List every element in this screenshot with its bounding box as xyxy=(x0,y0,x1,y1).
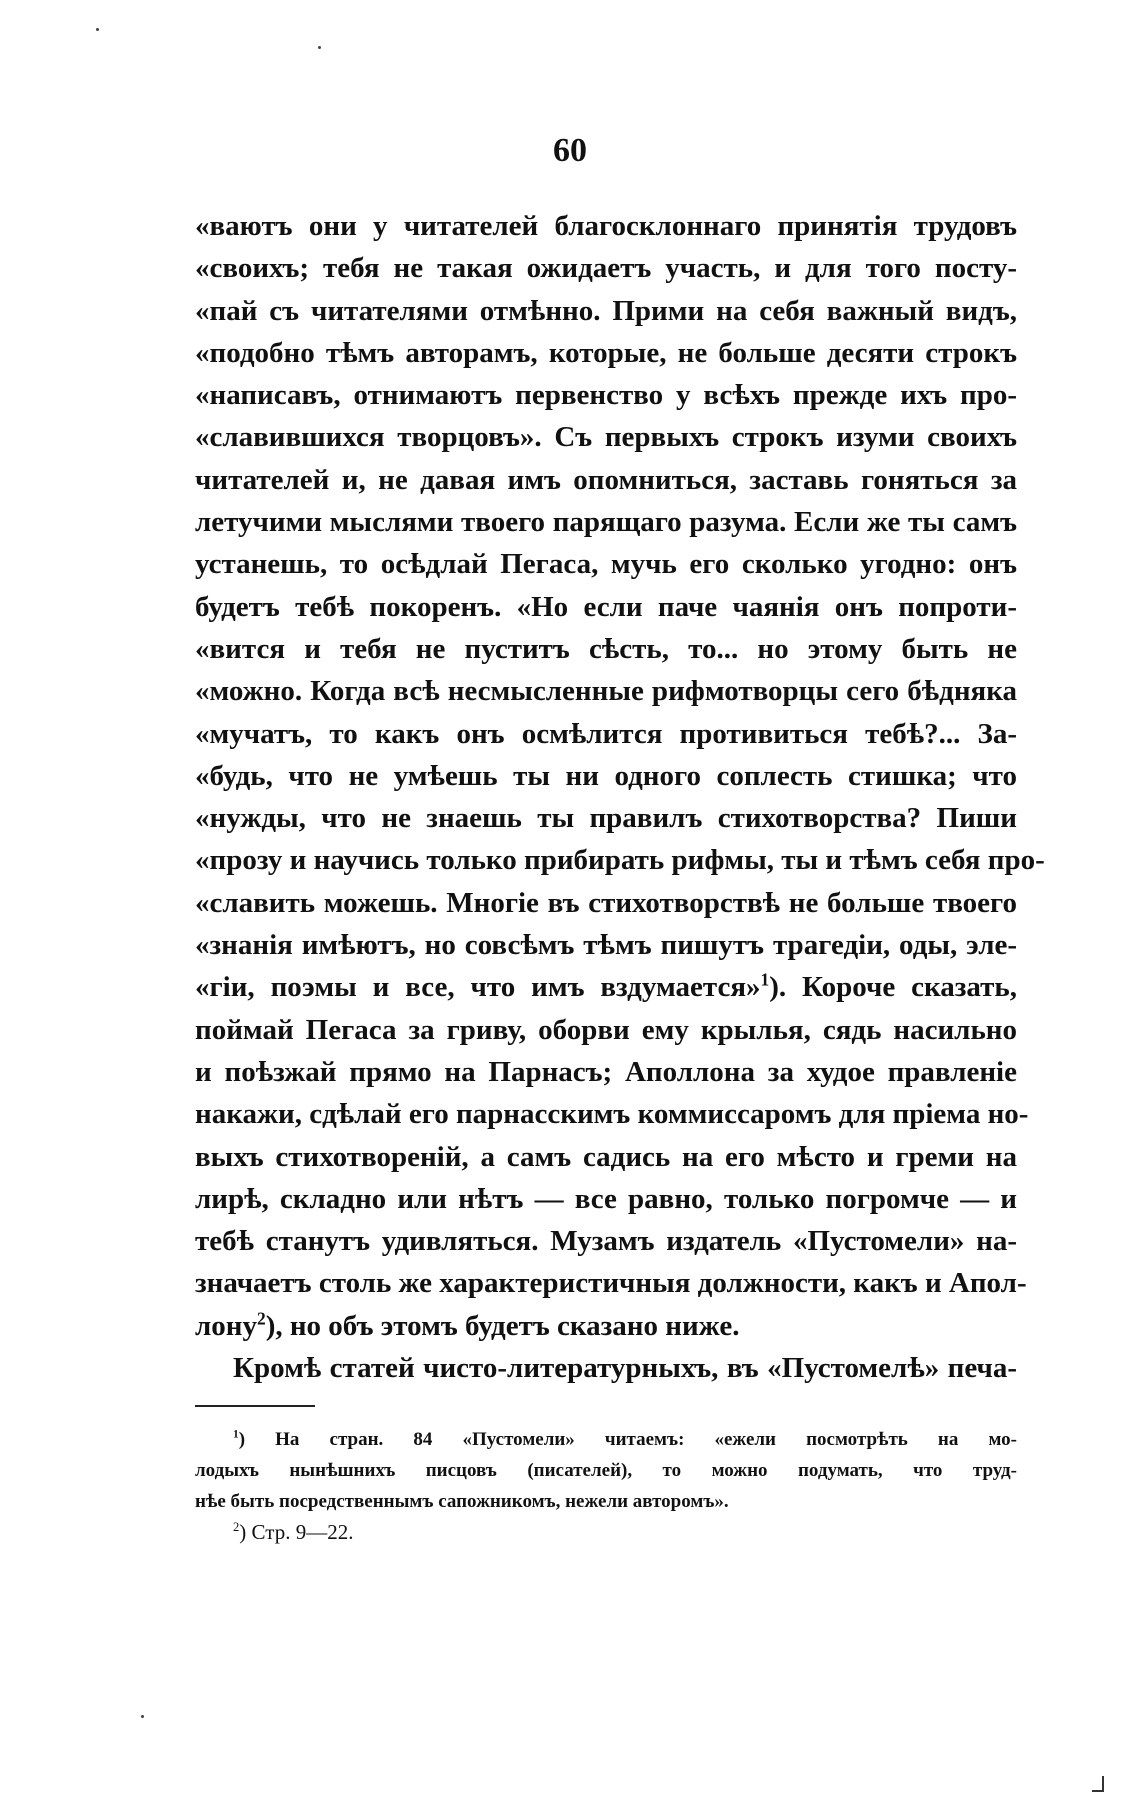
body-text xyxy=(195,205,1045,1389)
text-line: лирѣ, складно или нѣтъ — все равно, только погромче — и xyxy=(195,1182,1017,1215)
page-number: 60 xyxy=(553,132,587,169)
text-line-with-footnote-1 xyxy=(195,966,1017,1008)
text-line: летучими мыслями твоего парящаго разума. Если же ты самъ xyxy=(195,506,1017,539)
text-line: выхъ стихотвореній, а самъ садись на его мѣсто и греми на xyxy=(195,1140,1017,1173)
footnote-1-line: лодыхъ нынѣшнихъ писцовъ (писателей), то можно подумать, что труд- xyxy=(195,1460,1017,1481)
text-line: тебѣ станутъ удивляться. Музамъ издатель «Пустомели» на- xyxy=(195,1225,1017,1258)
text-line: «подобно тѣмъ авторамъ, которые, не больше десяти строкъ xyxy=(195,336,1017,369)
text-line: будетъ тебѣ покоренъ. «Но если паче чаянія онъ попроти- xyxy=(195,590,1017,623)
footnote-2-line xyxy=(195,1517,1017,1548)
text-line: накажи, сдѣлай его парнасскимъ коммиссаромъ для пріема но- xyxy=(195,1098,1029,1131)
text-line: и поѣзжай прямо на Парнасъ; Аполлона за худое правленіе xyxy=(195,1055,1017,1088)
text-line: «нужды, что не знаешь ты правилъ стихотворства? Пиши xyxy=(195,802,1017,835)
footnote-text: ) Стр. 9—22. xyxy=(239,1520,354,1544)
footnote-1-line xyxy=(195,1424,1017,1455)
text-line: «славившихся творцовъ». Съ первыхъ строкъ изуми своихъ xyxy=(195,421,1017,454)
footnote-text: ) На стран. 84 «Пустомели» читаемъ: «ежели посмотрѣть на мо- xyxy=(238,1429,1017,1450)
footnote-ref-2[interactable]: 2 xyxy=(256,1308,266,1329)
footnote-marker-1: 1 xyxy=(233,1428,239,1441)
text-fragment: ). Короче сказать, xyxy=(769,971,1017,1004)
text-line: «можно. Когда всѣ несмысленные рифмотворцы сего бѣдняка xyxy=(195,675,1017,708)
scan-speck xyxy=(96,28,99,31)
text-line: «своихъ; тебя не такая ожидаетъ участь, и для того посту- xyxy=(195,252,1017,285)
text-fragment: «гіи, поэмы и все, что имъ вздумается» xyxy=(195,971,761,1004)
text-line: поймай Пегаса за гриву, оборви ему крылья, сядь насильно xyxy=(195,1013,1017,1046)
text-line: «будь, что не умѣешь ты ни одного соплесть стишка; что xyxy=(195,759,1017,792)
text-line: «знанія имѣютъ, но совсѣмъ тѣмъ пишутъ трагедіи, оды, эле- xyxy=(195,929,1017,962)
text-line: значаетъ столь же характеристичныя должности, какъ и Апол- xyxy=(195,1267,1027,1300)
text-line: «вится и тебя не пуститъ сѣсть, то... но этому быть не xyxy=(195,632,1017,665)
footnote-separator xyxy=(195,1405,315,1407)
scan-speck xyxy=(141,1715,144,1718)
text-line: «пай съ читателями отмѣнно. Прими на себя важный видъ, xyxy=(195,294,1017,327)
text-line: «прозу и научись только прибирать рифмы, ты и тѣмъ себя про- xyxy=(195,844,1045,877)
footnotes xyxy=(195,1424,1017,1548)
text-fragment: лону xyxy=(195,1309,257,1342)
footnote-marker-2: 2 xyxy=(233,1520,240,1534)
text-line: «ваютъ они у читателей благосклоннаго принятія трудовъ xyxy=(195,210,1017,242)
footnote-1-line: нѣе быть посредственнымъ сапожникомъ, нежели авторомъ». xyxy=(195,1491,729,1512)
scan-corner-mark xyxy=(1092,1776,1104,1792)
text-line: читателей и, не давая имъ опомниться, заставь гоняться за xyxy=(195,463,1017,496)
footnote-ref-1[interactable]: 1 xyxy=(760,969,770,990)
text-fragment: ), но объ этомъ будетъ сказано ниже. xyxy=(265,1309,740,1342)
paragraph-start-line: Кромѣ статей чисто-литературныхъ, въ «Пустомелѣ» печа- xyxy=(233,1352,1017,1385)
text-line-with-footnote-2 xyxy=(195,1305,1017,1347)
text-line: «мучатъ, то какъ онъ осмѣлится противиться тебѣ?... За- xyxy=(195,717,1017,750)
text-line: устанешь, то осѣдлай Пегаса, мучь его сколько угодно: онъ xyxy=(195,548,1017,581)
text-line: «написавъ, отнимаютъ первенство у всѣхъ прежде ихъ про- xyxy=(195,379,1017,412)
text-line: «славить можешь. Многіе въ стихотворствѣ не больше твоего xyxy=(195,886,1017,919)
scan-speck xyxy=(318,46,321,49)
